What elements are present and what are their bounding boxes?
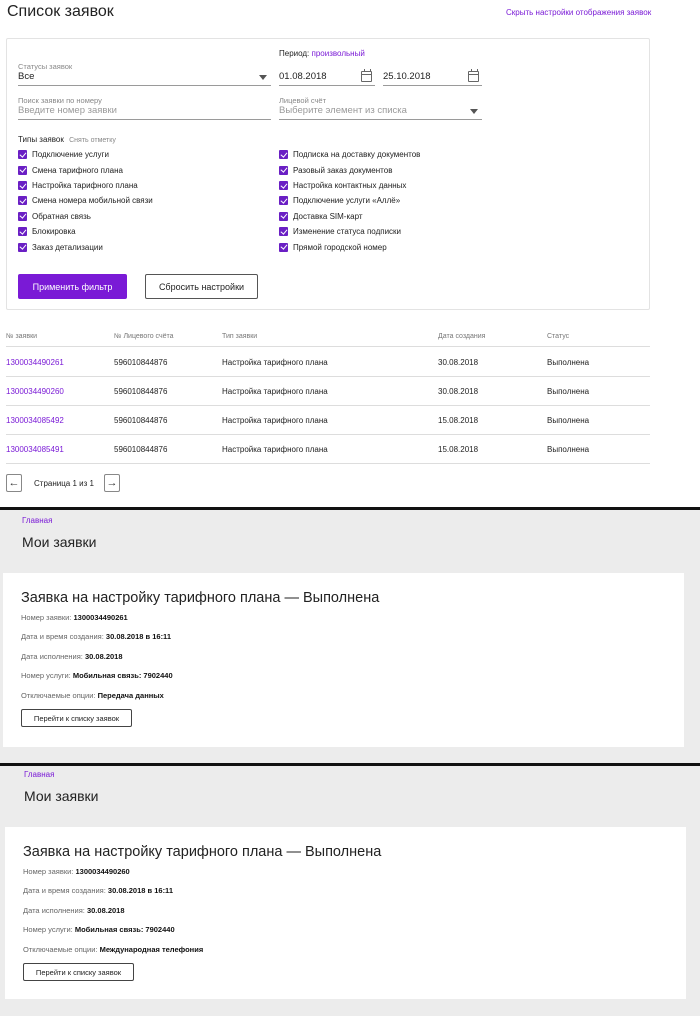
created-date: 15.08.2018 <box>438 445 479 454</box>
account-number: 596010844876 <box>114 387 168 396</box>
type-label: Заказ детализации <box>32 242 103 252</box>
request-number-link[interactable]: 1300034490261 <box>6 358 64 367</box>
chevron-down-icon <box>259 75 267 80</box>
back-to-list-button[interactable]: Перейти к списку заявок <box>21 709 132 727</box>
type-checkbox[interactable] <box>18 239 153 254</box>
search-input[interactable] <box>18 104 271 120</box>
types-label: Типы заявок <box>18 135 64 144</box>
types-left-column <box>18 147 153 255</box>
column-header: Дата создания <box>438 333 486 340</box>
table-row <box>6 348 650 377</box>
type-label: Подключение услуги <box>32 150 109 160</box>
request-type: Настройка тарифного плана <box>222 445 328 454</box>
detail-field: Дата исполнения: 30.08.2018 <box>23 906 125 915</box>
created-date: 15.08.2018 <box>438 416 479 425</box>
type-label: Смена тарифного плана <box>32 165 123 175</box>
status-value: Все <box>18 71 35 82</box>
request-detail-section <box>0 766 700 1016</box>
type-label: Доставка SIM-карт <box>293 211 363 221</box>
account-number: 596010844876 <box>114 358 168 367</box>
chevron-down-icon <box>470 109 478 114</box>
column-header: № заявки <box>6 333 38 340</box>
types-right-column <box>279 147 420 255</box>
type-checkbox[interactable] <box>279 224 420 239</box>
checkbox-checked-icon[interactable] <box>279 181 288 190</box>
status: Выполнена <box>547 358 590 367</box>
reset-settings-button[interactable]: Сбросить настройки <box>145 274 258 299</box>
breadcrumb-home[interactable]: Главная <box>22 516 53 525</box>
period-label: Период: <box>279 49 310 58</box>
date-from-field[interactable] <box>279 70 375 86</box>
column-header: № Лицевого счёта <box>114 333 174 340</box>
status: Выполнена <box>547 416 590 425</box>
checkbox-checked-icon[interactable] <box>279 150 288 159</box>
detail-field: Номер услуги: Мобильная связь: 7902440 <box>21 671 173 680</box>
page-title: Список заявок <box>7 3 114 20</box>
detail-field: Номер услуги: Мобильная связь: 7902440 <box>23 925 175 934</box>
type-checkbox[interactable] <box>18 224 153 239</box>
type-checkbox[interactable] <box>18 162 153 177</box>
table-row <box>6 377 650 406</box>
request-number-link[interactable]: 1300034490260 <box>6 387 64 396</box>
checkbox-checked-icon[interactable] <box>18 166 27 175</box>
account-label: Лицевой счёт <box>279 96 327 105</box>
checkbox-checked-icon[interactable] <box>279 243 288 252</box>
type-checkbox[interactable] <box>279 147 420 162</box>
request-card <box>5 827 686 999</box>
search-label: Поиск заявки по номеру <box>18 96 102 105</box>
checkbox-checked-icon[interactable] <box>18 212 27 221</box>
table-row <box>6 406 650 435</box>
type-checkbox[interactable] <box>279 178 420 193</box>
checkbox-checked-icon[interactable] <box>18 150 27 159</box>
apply-filter-button[interactable]: Применить фильтр <box>18 274 127 299</box>
detail-field: Дата и время создания: 30.08.2018 в 16:11 <box>21 632 171 641</box>
account-number: 596010844876 <box>114 416 168 425</box>
page-title: Мои заявки <box>24 788 99 804</box>
request-number-link[interactable]: 1300034085491 <box>6 445 64 454</box>
type-label: Блокировка <box>32 227 76 237</box>
type-label: Настройка тарифного плана <box>32 180 138 190</box>
status-label: Статусы заявок <box>18 62 73 71</box>
uncheck-all-link[interactable]: Снять отметку <box>69 137 116 144</box>
back-to-list-button[interactable]: Перейти к списку заявок <box>23 963 134 981</box>
page-indicator: Страница 1 из 1 <box>34 479 94 488</box>
column-header: Тип заявки <box>222 333 258 340</box>
calendar-icon[interactable] <box>361 71 372 82</box>
filter-panel <box>6 38 650 310</box>
type-checkbox[interactable] <box>18 209 153 224</box>
period-link[interactable]: произвольный <box>311 49 365 58</box>
checkbox-checked-icon[interactable] <box>18 196 27 205</box>
detail-field: Дата исполнения: 30.08.2018 <box>21 652 123 661</box>
detail-field: Отключаемые опции: Международная телефония <box>23 945 204 954</box>
type-checkbox[interactable] <box>18 178 153 193</box>
detail-field: Номер заявки: 1300034490260 <box>23 867 130 876</box>
detail-field: Номер заявки: 1300034490261 <box>21 613 128 622</box>
type-label: Разовый заказ документов <box>293 165 393 175</box>
type-checkbox[interactable] <box>279 162 420 177</box>
account-placeholder: Выберите элемент из списка <box>279 105 407 116</box>
types-header <box>18 135 116 144</box>
checkbox-checked-icon[interactable] <box>18 243 27 252</box>
type-checkbox[interactable] <box>279 193 420 208</box>
date-to-value: 25.10.2018 <box>383 71 431 82</box>
requests-list-section <box>0 0 700 507</box>
period-row <box>279 49 365 58</box>
status: Выполнена <box>547 387 590 396</box>
status: Выполнена <box>547 445 590 454</box>
account-select[interactable] <box>279 104 482 120</box>
card-title: Заявка на настройку тарифного плана — Выполнена <box>21 590 380 606</box>
type-checkbox[interactable] <box>18 147 153 162</box>
table-row <box>6 435 650 464</box>
page-title: Мои заявки <box>22 534 97 550</box>
created-date: 30.08.2018 <box>438 387 479 396</box>
type-label: Подписка на доставку документов <box>293 150 421 160</box>
search-placeholder: Введите номер заявки <box>18 105 117 116</box>
account-number: 596010844876 <box>114 445 168 454</box>
arrow-left-icon[interactable]: ← <box>6 474 22 492</box>
arrow-right-icon[interactable]: → <box>104 474 120 492</box>
table-header <box>6 330 650 347</box>
checkbox-checked-icon[interactable] <box>18 181 27 190</box>
request-type: Настройка тарифного плана <box>222 387 328 396</box>
checkbox-checked-icon[interactable] <box>279 227 288 236</box>
hide-settings-link[interactable]: Скрыть настройки отображения заявок <box>506 8 652 17</box>
request-number-link[interactable]: 1300034085492 <box>6 416 64 425</box>
request-type: Настройка тарифного плана <box>222 416 328 425</box>
checkbox-checked-icon[interactable] <box>279 166 288 175</box>
created-date: 30.08.2018 <box>438 358 479 367</box>
calendar-icon[interactable] <box>468 71 479 82</box>
status-select[interactable] <box>18 70 271 86</box>
type-label: Подключение услуги «Аллё» <box>293 196 401 206</box>
detail-field: Дата и время создания: 30.08.2018 в 16:11 <box>23 886 173 895</box>
type-checkbox[interactable] <box>279 239 420 254</box>
request-type: Настройка тарифного плана <box>222 358 328 367</box>
request-card <box>3 573 684 747</box>
type-label: Обратная связь <box>32 211 91 221</box>
type-label: Прямой городской номер <box>293 242 387 252</box>
date-to-field[interactable] <box>383 70 482 86</box>
card-title: Заявка на настройку тарифного плана — Выполнена <box>23 844 382 860</box>
checkbox-checked-icon[interactable] <box>279 196 288 205</box>
checkbox-checked-icon[interactable] <box>18 227 27 236</box>
checkbox-checked-icon[interactable] <box>279 212 288 221</box>
type-checkbox[interactable] <box>18 193 153 208</box>
date-from-value: 01.08.2018 <box>279 71 327 82</box>
type-label: Настройка контактных данных <box>293 180 407 190</box>
request-detail-section <box>0 510 700 763</box>
type-label: Смена номера мобильной связи <box>32 196 153 206</box>
type-checkbox[interactable] <box>279 209 420 224</box>
column-header: Статус <box>547 333 570 340</box>
detail-field: Отключаемые опции: Передача данных <box>21 691 164 700</box>
breadcrumb-home[interactable]: Главная <box>24 770 55 779</box>
type-label: Изменение статуса подписки <box>293 227 402 237</box>
